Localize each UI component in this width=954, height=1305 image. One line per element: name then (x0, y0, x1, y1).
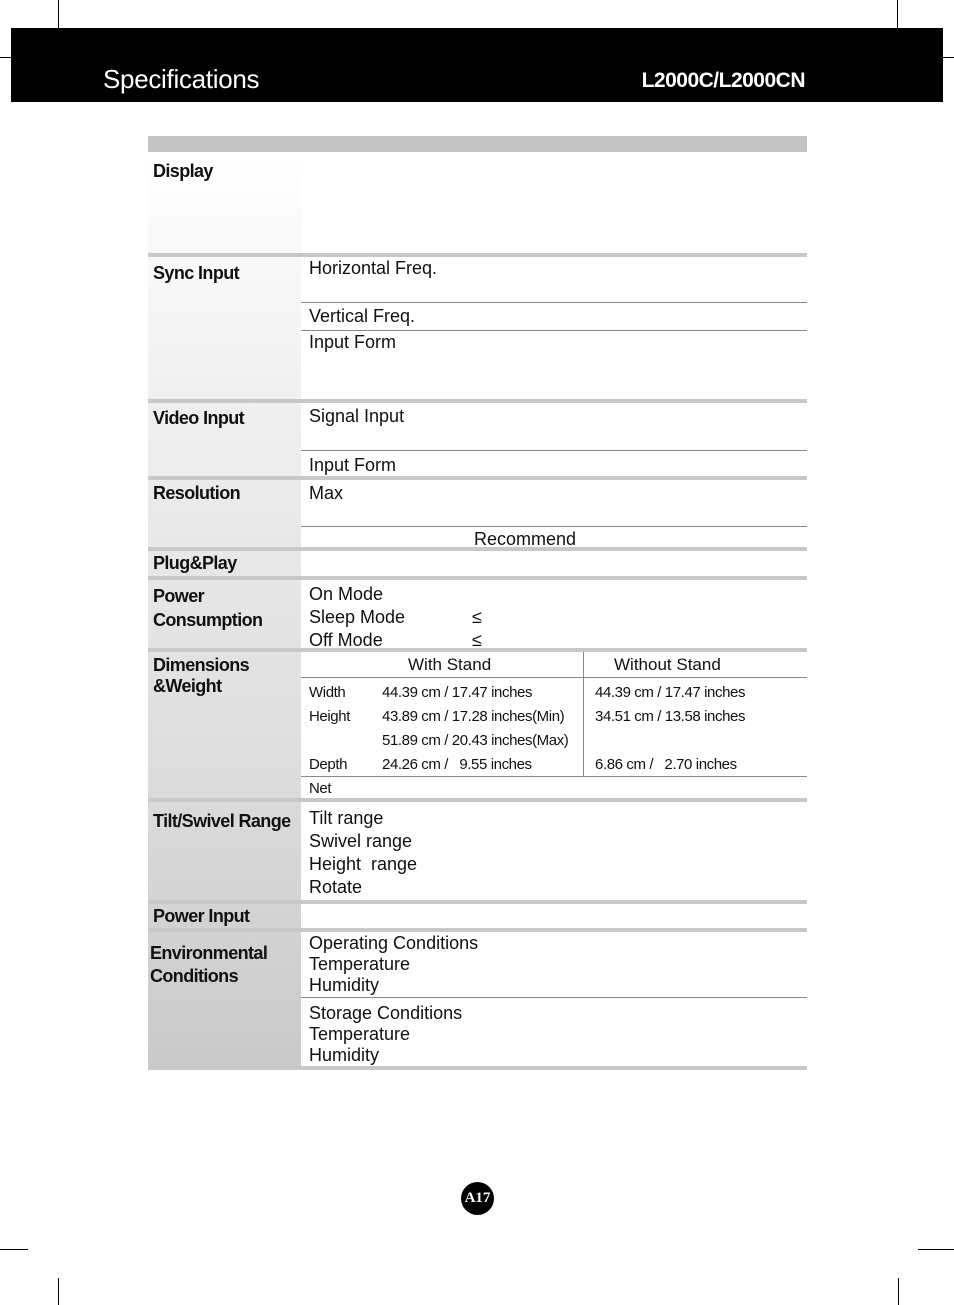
section-label-resolution: Resolution (153, 483, 240, 503)
sub-divider (301, 450, 807, 451)
section-label-environmental-line2: Conditions (150, 966, 238, 986)
swivel-range-label: Swivel range (309, 831, 413, 851)
with-stand-height-max: 51.89 cm / 20.43 inches(Max) (382, 732, 569, 749)
vertical-freq-label: Vertical Freq. (309, 306, 416, 326)
crop-mark (58, 0, 59, 28)
operating-conditions-label: Operating Conditions (309, 933, 479, 953)
section-label-display: Display (153, 161, 213, 181)
section-label-power-line2: Consumption (153, 610, 263, 630)
crop-mark (918, 1249, 954, 1250)
section-label-environmental-line1: Environmental (150, 943, 268, 963)
storage-conditions-label: Storage Conditions (309, 1003, 463, 1023)
dim-depth-label: Depth (309, 756, 348, 773)
resolution-recommend-label: Recommend (474, 529, 577, 549)
dim-height-label: Height (309, 708, 350, 725)
dim-net-label: Net (309, 780, 332, 797)
section-label-plug-play: Plug&Play (153, 553, 237, 573)
section-label-sync-input: Sync Input (153, 263, 240, 283)
crop-mark (58, 1278, 59, 1305)
storage-temperature-label: Temperature (309, 1024, 411, 1044)
power-off-mode-label: Off Mode (309, 630, 383, 650)
with-stand-depth: 24.26 cm / 9.55 inches (382, 756, 532, 773)
power-sleep-mode-label: Sleep Mode (309, 607, 406, 627)
operating-temperature-label: Temperature (309, 954, 411, 974)
row-separator (148, 900, 807, 904)
with-stand-height-min: 43.89 cm / 17.28 inches(Min) (382, 708, 565, 725)
section-label-tilt-swivel: Tilt/Swivel Range (153, 811, 291, 831)
sub-divider (301, 526, 807, 527)
horizontal-freq-label: Horizontal Freq. (309, 258, 438, 278)
height-range-label: Height range (309, 854, 418, 874)
sleep-less-equal-symbol: ≤ (472, 607, 482, 627)
table-top-bar (148, 136, 807, 152)
operating-humidity-label: Humidity (309, 975, 380, 995)
row-separator (148, 1066, 807, 1070)
resolution-max-label: Max (309, 483, 344, 503)
row-separator (148, 399, 807, 403)
crop-mark (0, 1249, 28, 1250)
column-divider (583, 652, 584, 776)
header-bar (11, 28, 943, 102)
sub-divider (301, 776, 807, 777)
crop-mark (943, 57, 954, 58)
dim-width-label: Width (309, 684, 346, 701)
crop-mark (0, 57, 11, 58)
section-label-dimensions-line1: Dimensions (153, 655, 250, 675)
sync-input-form-label: Input Form (309, 332, 397, 352)
tilt-range-label: Tilt range (309, 808, 384, 828)
video-input-form-label: Input Form (309, 455, 397, 475)
section-label-power-input: Power Input (153, 906, 250, 926)
without-stand-height: 34.51 cm / 13.58 inches (595, 708, 746, 725)
off-less-equal-symbol: ≤ (472, 630, 482, 650)
without-stand-header: Without Stand (614, 655, 721, 674)
storage-humidity-label: Humidity (309, 1045, 380, 1065)
page-title: Specifications (103, 64, 260, 94)
row-separator (148, 476, 807, 480)
model-name: L2000C/L2000CN (641, 69, 805, 92)
sub-divider (301, 677, 807, 678)
crop-mark (897, 0, 898, 28)
signal-input-label: Signal Input (309, 406, 405, 426)
row-separator (148, 253, 807, 257)
section-label-dimensions-line2: &Weight (153, 676, 222, 696)
without-stand-depth: 6.86 cm / 2.70 inches (595, 756, 737, 773)
row-separator (148, 576, 807, 580)
with-stand-width: 44.39 cm / 17.47 inches (382, 684, 533, 701)
row-separator (148, 798, 807, 802)
sub-divider (301, 302, 807, 303)
rotate-label: Rotate (309, 877, 363, 897)
section-label-video-input: Video Input (153, 408, 245, 428)
page-number-badge: A17 (461, 1182, 494, 1215)
power-on-mode-label: On Mode (309, 584, 384, 604)
without-stand-width: 44.39 cm / 17.47 inches (595, 684, 746, 701)
section-label-power-line1: Power (153, 586, 205, 606)
crop-mark (898, 1278, 899, 1305)
sub-divider (301, 997, 807, 998)
with-stand-header: With Stand (408, 655, 492, 674)
